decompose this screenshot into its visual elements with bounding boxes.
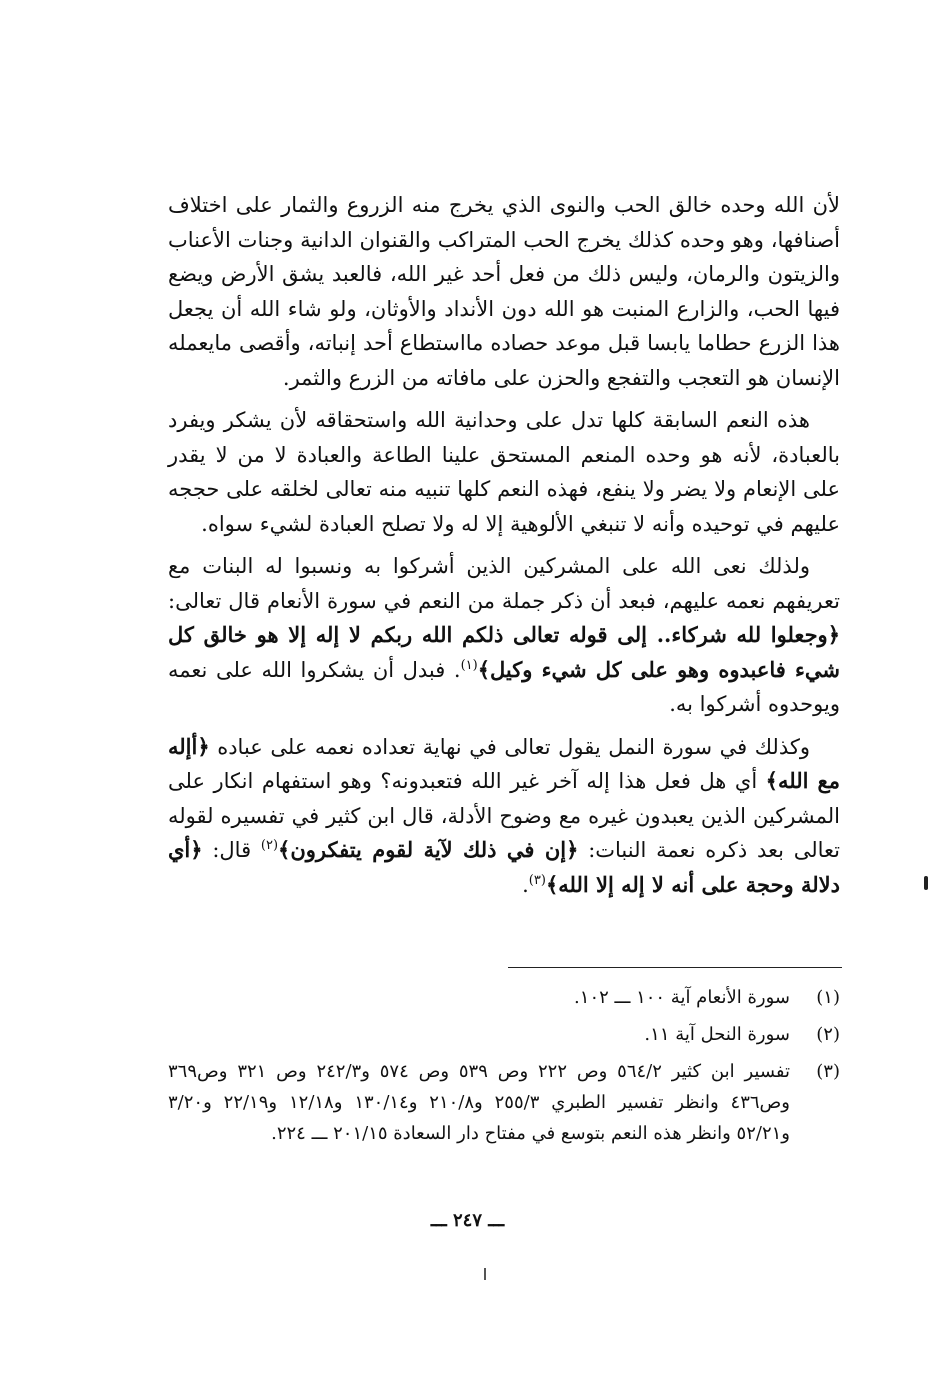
footnote-1: [168, 982, 840, 1013]
quran-quote-anam: ﴿وجعلوا لله شركاء.. إلى قوله تعالى ذلكم الله ربكم لا إله إلا هو خالق كل شيء فاعبدوه وهو على كل شيء وكيل﴾: [168, 622, 840, 682]
footnote-3-number: (٣): [816, 1061, 840, 1082]
paragraph-4-said: قال:: [202, 838, 261, 862]
paragraph-3: [168, 549, 840, 722]
paragraph-4-intro: وكذلك في سورة النمل يقول تعالى في نهاية تعداده نعمه على عباده: [209, 734, 810, 759]
footnote-1-text: سورة الأنعام آية ١٠٠ ـــ ١٠٢.: [574, 987, 790, 1008]
footnotes: [168, 976, 840, 1149]
quran-quote-nahl: ﴿إن في ذلك لآية لقوم يتفكرون﴾: [278, 837, 579, 862]
footnote-ref-2: (٢): [260, 838, 279, 853]
page-number: ـــ ٢٤٧ ـــ: [430, 1210, 505, 1231]
binding-tick-mark: [484, 1268, 486, 1280]
footnote-3-text: تفسير ابن كثير ٥٦٤/٢ وص ٢٢٢ وص ٥٣٩ وص ٥٧٤ و٢٤٢/٣ وص ٣٢١ وص٣٦٩ وص٤٣٦ وانظر تفسير الطبري ٢٥٥/٣ و٢١٠/٨ و١٣٠/١٤ و١٢/١٨ و٢٢/١٩ و٣/٢٠ و٥٢/٢١ وانظر هذه النعم بتوسع في مفتاح دار السعادة ٢٠١/١٥ ـــ ٢٢٤.: [168, 1061, 791, 1144]
paragraph-4-middle: أي هل فعل هذا إله آخر غير الله فتعبدونه؟ وهو استفهام انكار على المشركين الذين يعبدون غيره مع وضوح الأدلة، قال ابن كثير في تفسيره لقوله تعالى بعد ذكره نعمة النبات:: [168, 769, 840, 862]
main-text: [168, 188, 840, 902]
footnote-2: [168, 1019, 840, 1050]
footnote-separator: [508, 967, 842, 968]
footnote-ref-1: (١): [460, 657, 478, 673]
paragraph-4-end: .: [522, 872, 529, 897]
footnote-3: [168, 1056, 840, 1149]
ibn-kathir-quote: ﴿أي دلالة وحجة على أنه لا إله إلا الله﴾: [168, 837, 840, 897]
paragraph-2: هذه النعم السابقة كلها تدل على وحدانية الله واستحقاقه لأن يشكر ويفرد بالعبادة، لأنه هو وحده المنعم المستحق علينا الطاعة والعبادة لا من لا يقدر على الإنعام ولا يضر ولا ينفع، فهذه النعم كلها تنبيه منه تعالى لخلقه على حججه عليهم في توحيده وأنه لا تنبغي الألوهية إلا له ولا تصلح العبادة لشيء سواه.: [168, 408, 840, 536]
margin-mark: [924, 876, 928, 890]
paragraph-3-outro: . فبدل أن يشكروا الله على نعمه ويوحدوه أشركوا به.: [168, 657, 840, 716]
footnote-1-number: (١): [816, 987, 840, 1008]
paragraph-3-intro: ولذلك نعى الله على المشركين الذين أشركوا به ونسبوا له البنات مع تعريفهم نعمه عليهم، فبعد أن ذكر جملة من النعم في سورة الأنعام قال تعالى:: [168, 554, 840, 613]
footnote-ref-3: (٣): [528, 872, 546, 888]
quran-quote-naml: ﴿أإله مع الله﴾: [168, 733, 840, 793]
footnote-2-text: سورة النحل آية ١١.: [644, 1024, 790, 1045]
footnote-2-number: (٢): [816, 1024, 840, 1045]
paragraph-1: لأن الله وحده خالق الحب والنوى الذي يخرج منه الزروع والثمار على اختلاف أصنافها، وهو وحده كذلك يخرج الحب المتراكب والقنوان الدانية وجنات الأعناب والزيتون والرمان، وليس ذلك من فعل أحد غير الله، فالعبد يشق الأرض ويضع فيها الحب، والزارع المنبت هو الله دون الأنداد والأوثان، ولو شاء الله أن يجعل هذا الزرع حطاما يابسا قبل موعد حصاده مااستطاع أحد إنباته، وأقصى مايعمله الإنسان هو التعجب والتفجع والحزن على مافاته من الزرع والثمر.: [168, 193, 840, 390]
paragraph-4: [168, 730, 840, 903]
